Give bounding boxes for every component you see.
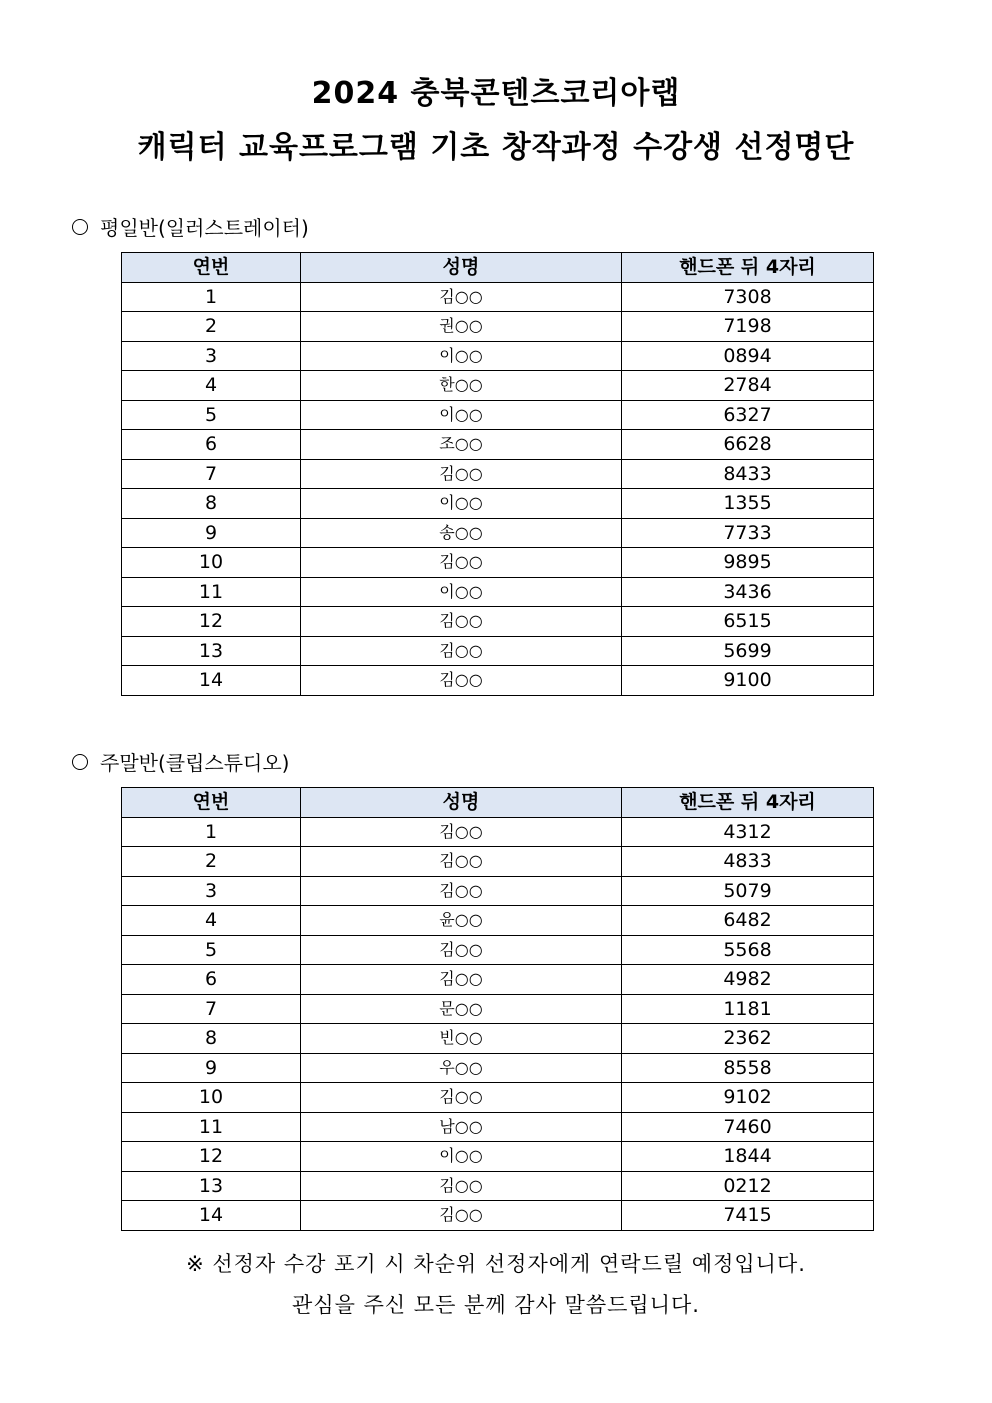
table-row xyxy=(122,994,874,1024)
cell-number: 2 xyxy=(122,847,301,877)
cell-number: 11 xyxy=(122,1112,301,1142)
cell-phone-last4: 7198 xyxy=(622,312,874,342)
cell-number: 11 xyxy=(122,577,301,607)
table-row xyxy=(122,430,874,460)
cell-phone-last4: 0894 xyxy=(622,341,874,371)
cell-number: 6 xyxy=(122,430,301,460)
cell-phone-last4: 5699 xyxy=(622,636,874,666)
cell-name: 김○○ xyxy=(301,965,622,995)
cell-phone-last4: 3436 xyxy=(622,577,874,607)
cell-number: 10 xyxy=(122,548,301,578)
section-heading-label: 주말반(클립스튜디오) xyxy=(100,751,290,775)
column-header-name: 성명 xyxy=(301,788,622,818)
cell-number: 3 xyxy=(122,876,301,906)
table-row xyxy=(122,906,874,936)
table-row xyxy=(122,577,874,607)
table-row xyxy=(122,817,874,847)
cell-name: 김○○ xyxy=(301,1083,622,1113)
cell-name: 권○○ xyxy=(301,312,622,342)
table-row xyxy=(122,636,874,666)
cell-name: 우○○ xyxy=(301,1053,622,1083)
cell-number: 9 xyxy=(122,1053,301,1083)
cell-phone-last4: 8433 xyxy=(622,459,874,489)
table-row xyxy=(122,1053,874,1083)
page-title-line2: 캐릭터 교육프로그램 기초 창작과정 수강생 선정명단 xyxy=(137,130,855,165)
cell-phone-last4: 7460 xyxy=(622,1112,874,1142)
cell-name: 김○○ xyxy=(301,876,622,906)
table-row xyxy=(122,1083,874,1113)
table-row xyxy=(122,400,874,430)
table-row xyxy=(122,489,874,519)
column-header-name: 성명 xyxy=(301,253,622,283)
cell-number: 3 xyxy=(122,341,301,371)
column-header-number: 연번 xyxy=(122,788,301,818)
table-row xyxy=(122,548,874,578)
cell-name: 이○○ xyxy=(301,1142,622,1172)
cell-number: 12 xyxy=(122,607,301,637)
cell-phone-last4: 9102 xyxy=(622,1083,874,1113)
cell-name: 김○○ xyxy=(301,459,622,489)
cell-phone-last4: 0212 xyxy=(622,1171,874,1201)
cell-phone-last4: 1181 xyxy=(622,994,874,1024)
cell-name: 윤○○ xyxy=(301,906,622,936)
cell-name: 김○○ xyxy=(301,548,622,578)
cell-name: 김○○ xyxy=(301,636,622,666)
column-header-phone: 핸드폰 뒤 4자리 xyxy=(622,788,874,818)
weekend-roster-table xyxy=(121,787,874,1231)
table-row xyxy=(122,666,874,696)
cell-name: 이○○ xyxy=(301,341,622,371)
cell-name: 김○○ xyxy=(301,847,622,877)
cell-phone-last4: 7415 xyxy=(622,1201,874,1231)
cell-phone-last4: 6482 xyxy=(622,906,874,936)
cell-number: 5 xyxy=(122,935,301,965)
cell-number: 6 xyxy=(122,965,301,995)
cell-name: 김○○ xyxy=(301,1201,622,1231)
cell-phone-last4: 9100 xyxy=(622,666,874,696)
section-heading-weekend xyxy=(72,747,290,776)
table-row xyxy=(122,935,874,965)
cell-number: 8 xyxy=(122,489,301,519)
table-row xyxy=(122,965,874,995)
cell-phone-last4: 8558 xyxy=(622,1053,874,1083)
cell-number: 7 xyxy=(122,459,301,489)
cell-phone-last4: 2784 xyxy=(622,371,874,401)
table-row xyxy=(122,312,874,342)
cell-name: 김○○ xyxy=(301,607,622,637)
table-row xyxy=(122,459,874,489)
table-row xyxy=(122,1024,874,1054)
weekday-roster-table xyxy=(121,252,874,696)
cell-phone-last4: 7308 xyxy=(622,282,874,312)
cell-name: 남○○ xyxy=(301,1112,622,1142)
cell-name: 김○○ xyxy=(301,282,622,312)
cell-name: 이○○ xyxy=(301,577,622,607)
cell-number: 10 xyxy=(122,1083,301,1113)
cell-number: 12 xyxy=(122,1142,301,1172)
table-row xyxy=(122,876,874,906)
cell-name: 한○○ xyxy=(301,371,622,401)
table-row xyxy=(122,1201,874,1231)
cell-number: 5 xyxy=(122,400,301,430)
cell-phone-last4: 7733 xyxy=(622,518,874,548)
section-heading-weekday xyxy=(72,212,309,241)
cell-name: 빈○○ xyxy=(301,1024,622,1054)
cell-phone-last4: 9895 xyxy=(622,548,874,578)
circle-bullet-icon xyxy=(72,219,88,235)
cell-number: 13 xyxy=(122,636,301,666)
table-row xyxy=(122,282,874,312)
cell-number: 4 xyxy=(122,371,301,401)
cell-name: 조○○ xyxy=(301,430,622,460)
column-header-phone: 핸드폰 뒤 4자리 xyxy=(622,253,874,283)
cell-name: 김○○ xyxy=(301,817,622,847)
table-header-row xyxy=(122,788,874,818)
cell-name: 김○○ xyxy=(301,1171,622,1201)
cell-number: 9 xyxy=(122,518,301,548)
cell-phone-last4: 6327 xyxy=(622,400,874,430)
table-row xyxy=(122,847,874,877)
cell-phone-last4: 4982 xyxy=(622,965,874,995)
table-row xyxy=(122,1142,874,1172)
cell-name: 이○○ xyxy=(301,489,622,519)
page-title-line1: 2024 충북콘텐츠코리아랩 xyxy=(311,76,681,111)
cell-phone-last4: 1844 xyxy=(622,1142,874,1172)
cell-name: 김○○ xyxy=(301,935,622,965)
table-header-row xyxy=(122,253,874,283)
column-header-number: 연번 xyxy=(122,253,301,283)
cell-phone-last4: 6515 xyxy=(622,607,874,637)
cell-number: 4 xyxy=(122,906,301,936)
cell-name: 김○○ xyxy=(301,666,622,696)
footer-note-line2: 관심을 주신 모든 분께 감사 말씀드립니다. xyxy=(292,1293,700,1317)
cell-phone-last4: 4833 xyxy=(622,847,874,877)
table-row xyxy=(122,1171,874,1201)
cell-name: 송○○ xyxy=(301,518,622,548)
cell-number: 13 xyxy=(122,1171,301,1201)
cell-phone-last4: 1355 xyxy=(622,489,874,519)
section-heading-label: 평일반(일러스트레이터) xyxy=(100,216,309,240)
cell-phone-last4: 5568 xyxy=(622,935,874,965)
table-row xyxy=(122,607,874,637)
cell-number: 8 xyxy=(122,1024,301,1054)
footer-note-line1: ※ 선정자 수강 포기 시 차순위 선정자에게 연락드릴 예정입니다. xyxy=(186,1252,806,1276)
table-row xyxy=(122,341,874,371)
table-row xyxy=(122,518,874,548)
cell-phone-last4: 6628 xyxy=(622,430,874,460)
cell-number: 1 xyxy=(122,282,301,312)
cell-phone-last4: 2362 xyxy=(622,1024,874,1054)
cell-number: 1 xyxy=(122,817,301,847)
cell-phone-last4: 5079 xyxy=(622,876,874,906)
circle-bullet-icon xyxy=(72,754,88,770)
cell-name: 이○○ xyxy=(301,400,622,430)
cell-name: 문○○ xyxy=(301,994,622,1024)
cell-number: 2 xyxy=(122,312,301,342)
table-row xyxy=(122,1112,874,1142)
cell-number: 7 xyxy=(122,994,301,1024)
cell-phone-last4: 4312 xyxy=(622,817,874,847)
cell-number: 14 xyxy=(122,666,301,696)
table-row xyxy=(122,371,874,401)
cell-number: 14 xyxy=(122,1201,301,1231)
